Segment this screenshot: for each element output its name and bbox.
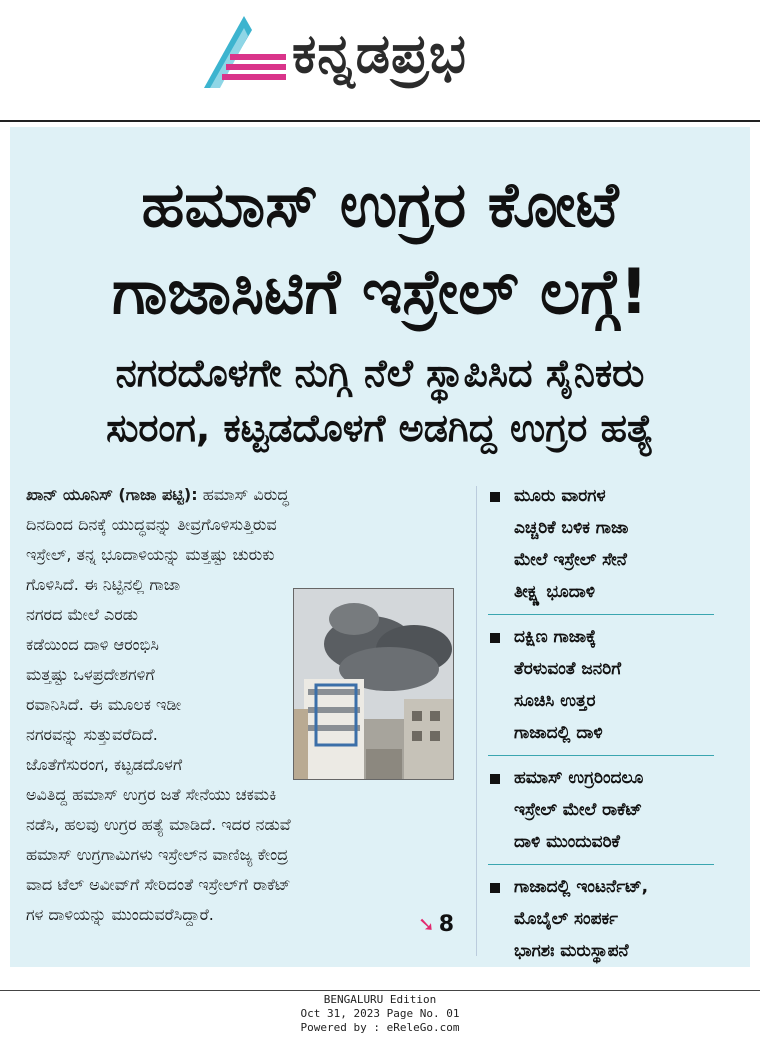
edition-footer <box>0 993 760 1035</box>
highlight-item: ದಕ್ಷಿಣ ಗಾಜಾಕ್ಕೆ ತೆರಳುವಂತೆ ಜನರಿಗೆ ಸೂಚಿಸಿ ಉತ್ತರ ಗಾಜಾದಲ್ಲಿ ದಾಳಿ <box>488 621 714 756</box>
square-bullet-icon <box>490 633 500 643</box>
story-line-9: ನಗರವನ್ನು ಸುತ್ತುವರೆದಿದೆ. <box>26 725 158 744</box>
highlight-item: ಹಮಾಸ್ ಉಗ್ರರಿಂದಲೂ ಇಸ್ರೇಲ್ ಮೇಲೆ ರಾಕೆಟ್ ದಾಳಿ ಮುಂದುವರಿಕೆ <box>488 762 714 865</box>
triangle-stripes-logo <box>200 14 290 90</box>
footer-divider <box>0 990 760 991</box>
story-line-2: ದಿನದಿಂದ ದಿನಕ್ಕೆ ಯುದ್ಧವನ್ನು ತೀವ್ರಗೊಳಿಸುತ್ತಿರುವ <box>26 515 277 534</box>
story-line-3: ಇಸ್ರೇಲ್, ತನ್ನ ಭೂದಾಳಿಯನ್ನು ಮತ್ತಷ್ಟು ಚುರುಕು <box>26 545 275 564</box>
column-divider <box>476 486 477 956</box>
powered-by-link[interactable]: Powered by : eReleGo.com <box>300 1021 460 1034</box>
story-line-7: ಮತ್ತಷ್ಟು ಒಳಪ್ರದೇಶಗಳಿಗೆ <box>26 665 155 684</box>
subheadline-line-2: ಸುರಂಗ, ಕಟ್ಟಡದೊಳಗೆ ಅಡಗಿದ್ದ ಉಗ್ರರ ಹತ್ಯೆ <box>106 406 654 450</box>
story-line-13: ಹಮಾಸ್ ಉಗ್ರಗಾಮಿಗಳು ಇಸ್ರೇಲ್‌ನ ವಾಣಿಜ್ಯ ಕೇಂದ್ರ <box>26 845 289 864</box>
story-line-12: ನಡೆಸಿ, ಹಲವು ಉಗ್ರರ ಹತ್ಯೆ ಮಾಡಿದೆ. ಇದರ ನಡುವೆ <box>26 815 291 834</box>
smoke-over-city-photo <box>293 588 454 780</box>
edition-name: BENGALURU Edition <box>323 993 437 1006</box>
square-bullet-icon <box>490 492 500 502</box>
story-line-10: ಜೊತೆಗೆಸುರಂಗ, ಕಟ್ಟಡದೊಳಗೆ <box>26 755 183 774</box>
square-bullet-icon <box>490 774 500 784</box>
story-dateline: ಖಾನ್ ಯೂನಿಸ್ (ಗಾಜಾ ಪಟ್ಟಿ): <box>26 485 198 504</box>
story-line-15: ಗಳ ದಾಳಿಯನ್ನು ಮುಂದುವರೆಸಿದ್ದಾರೆ. <box>26 905 214 924</box>
highlights-column <box>488 480 714 979</box>
subheadline-line-1: ನಗರದೊಳಗೇ ನುಗ್ಗಿ ನೆಲೆ ಸ್ಥಾಪಿಸಿದ ಸೈನಿಕರು <box>115 351 645 395</box>
headline-line-1: ಹಮಾಸ್ ಉಗ್ರರ ಕೋಟೆ <box>141 168 619 241</box>
story-line-1: ಖಾನ್ ಯೂನಿಸ್ (ಗಾಜಾ ಪಟ್ಟಿ): ಹಮಾಸ್ ವಿರುದ್ಧ <box>26 485 289 504</box>
headline-line-2: ಗಾಜಾಸಿಟಿಗೆ ಇಸ್ರೇಲ್ ಲಗ್ಗೆ! <box>111 255 648 328</box>
highlight-item: ಮೂರು ವಾರಗಳ ಎಚ್ಚರಿಕೆ ಬಳಿಕ ಗಾಜಾ ಮೇಲೆ ಇಸ್ರೇಲ್ ಸೇನೆ ತೀಕ್ಷ್ಣ ಭೂದಾಳಿ <box>488 480 714 615</box>
jump-page-number: 8 <box>438 912 455 937</box>
story-line-14: ವಾದ ಟೆಲ್ ಅವೀವ್‌ಗೆ ಸೇರಿದಂತೆ ಇಸ್ರೇಲ್‌ಗೆ ರಾಕೆಟ್ <box>26 875 291 894</box>
continued-on-page <box>418 912 454 937</box>
story-line-4: ಗೊಳಿಸಿದೆ. ಈ ನಿಟ್ಟಿನಲ್ಲಿ ಗಾಜಾ <box>26 575 181 594</box>
masthead-title: ಕನ್ನಡಪ್ರಭ <box>292 22 467 85</box>
story-line-8: ರವಾನಿಸಿದೆ. ಈ ಮೂಲಕ ಇಡೀ <box>26 695 182 714</box>
square-bullet-icon <box>490 883 500 893</box>
story-line-11: ಅವಿತಿದ್ದ ಹಮಾಸ್ ಉಗ್ರರ ಜತೆ ಸೇನೆಯು ಚಕಮಕಿ <box>26 785 277 804</box>
story-line-6: ಕಡೆಯಿಂದ ದಾಳಿ ಆರಂಭಿಸಿ <box>26 635 159 654</box>
arrow-down-right-icon: ➘ <box>418 912 435 936</box>
edition-date-page: Oct 31, 2023 Page No. 01 <box>300 1007 460 1020</box>
story-line-5: ನಗರದ ಮೇಲೆ ಎರಡು <box>26 605 139 624</box>
masthead-divider <box>0 120 760 122</box>
highlight-item: ಗಾಜಾದಲ್ಲಿ ಇಂಟರ್ನೆಟ್, ಮೊಬೈಲ್ ಸಂಪರ್ಕ ಭಾಗಶಃ ಮರುಸ್ಥಾಪನೆ <box>488 871 714 973</box>
masthead <box>0 0 760 120</box>
